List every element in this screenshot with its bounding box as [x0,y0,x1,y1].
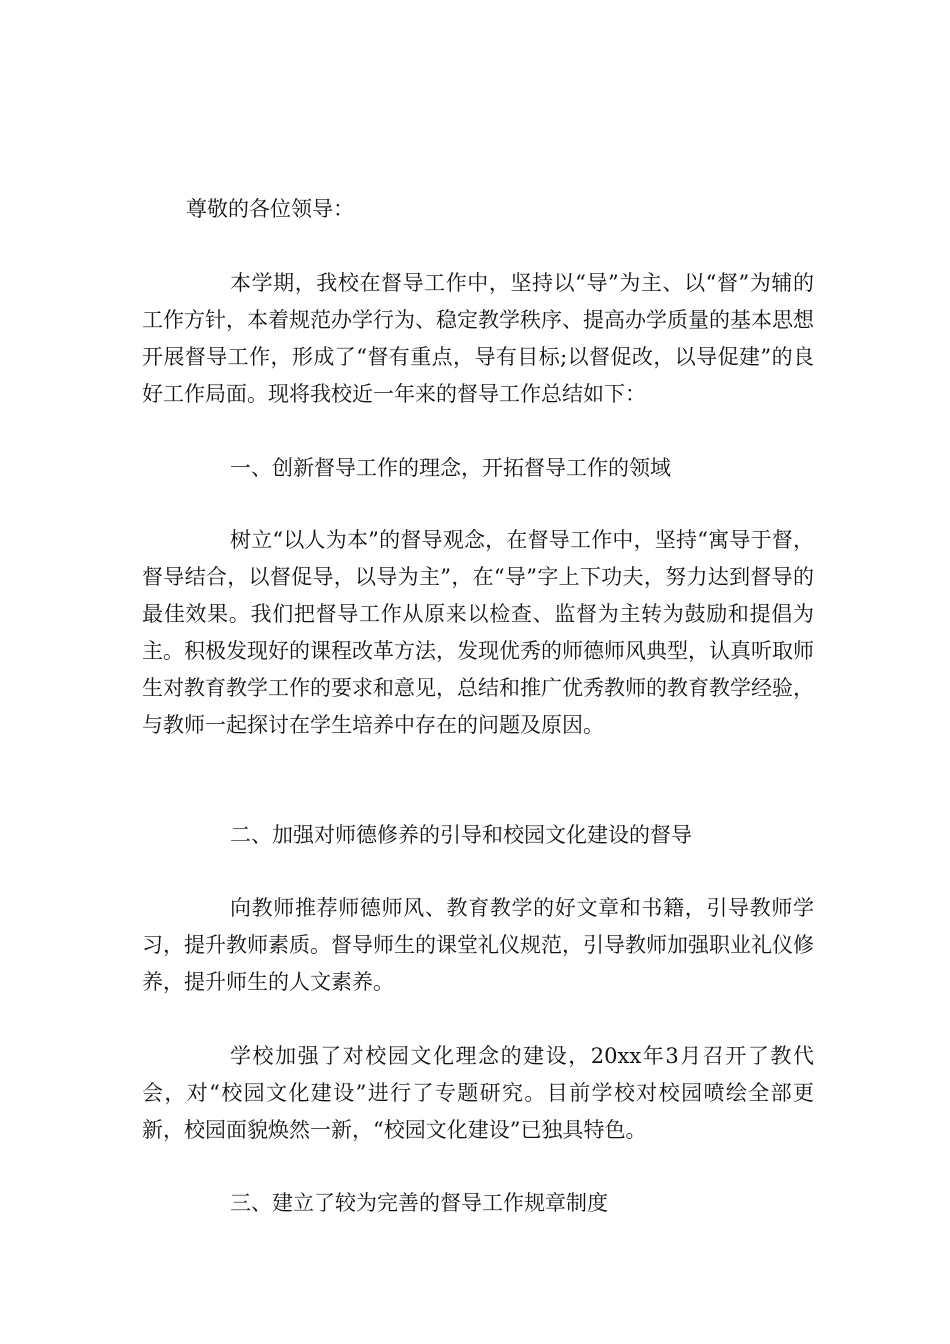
section-2-paragraph-2: 学校加强了对校园文化理念的建设，20xx年3月召开了教代会，对“校园文化建设”进行了专题研究。目前学校对校园喷绘全部更新，校园面貌焕然一新，“校园文化建设”已独具特色。 [142,1044,814,1142]
section-heading-1: 一、创新督导工作的理念，开拓督导工作的领域 [230,456,671,480]
intro-paragraph: 本学期，我校在督导工作中，坚持以“导”为主、以“督”为辅的工作方针，本着规范办学行为、稳定教学秩序、提高办学质量的基本思想开展督导工作，形成了“督有重点，导有目标;以督促改，以导促建”的良好工作局面。现将我校近一年来的督导工作总结如下： [142,271,814,406]
salutation: 尊敬的各位领导： [186,197,354,221]
section-heading-3: 三、建立了较为完善的督导工作规章制度 [230,1191,608,1215]
section-1-paragraph: 树立“以人为本”的督导观念，在督导工作中，坚持“寓导于督，督导结合，以督促导，以导为主”，在“导”字上下功夫，努力达到督导的最佳效果。我们把督导工作从原来以检查、监督为主转为鼓励和提倡为主。积极发现好的课程改革方法，发现优秀的师德师风典型，认真听取师生对教育教学工作的要求和意见，总结和推广优秀教师的教育教学经验，与教师一起探讨在学生培养中存在的问题及原因。 [142,528,814,737]
section-heading-2: 二、加强对师德修养的引导和校园文化建设的督导 [230,823,692,847]
section-2-paragraph-1: 向教师推荐师德师风、教育教学的好文章和书籍，引导教师学习，提升教师素质。督导师生的课堂礼仪规范，引导教师加强职业礼仪修养，提升师生的人文素养。 [142,896,814,994]
